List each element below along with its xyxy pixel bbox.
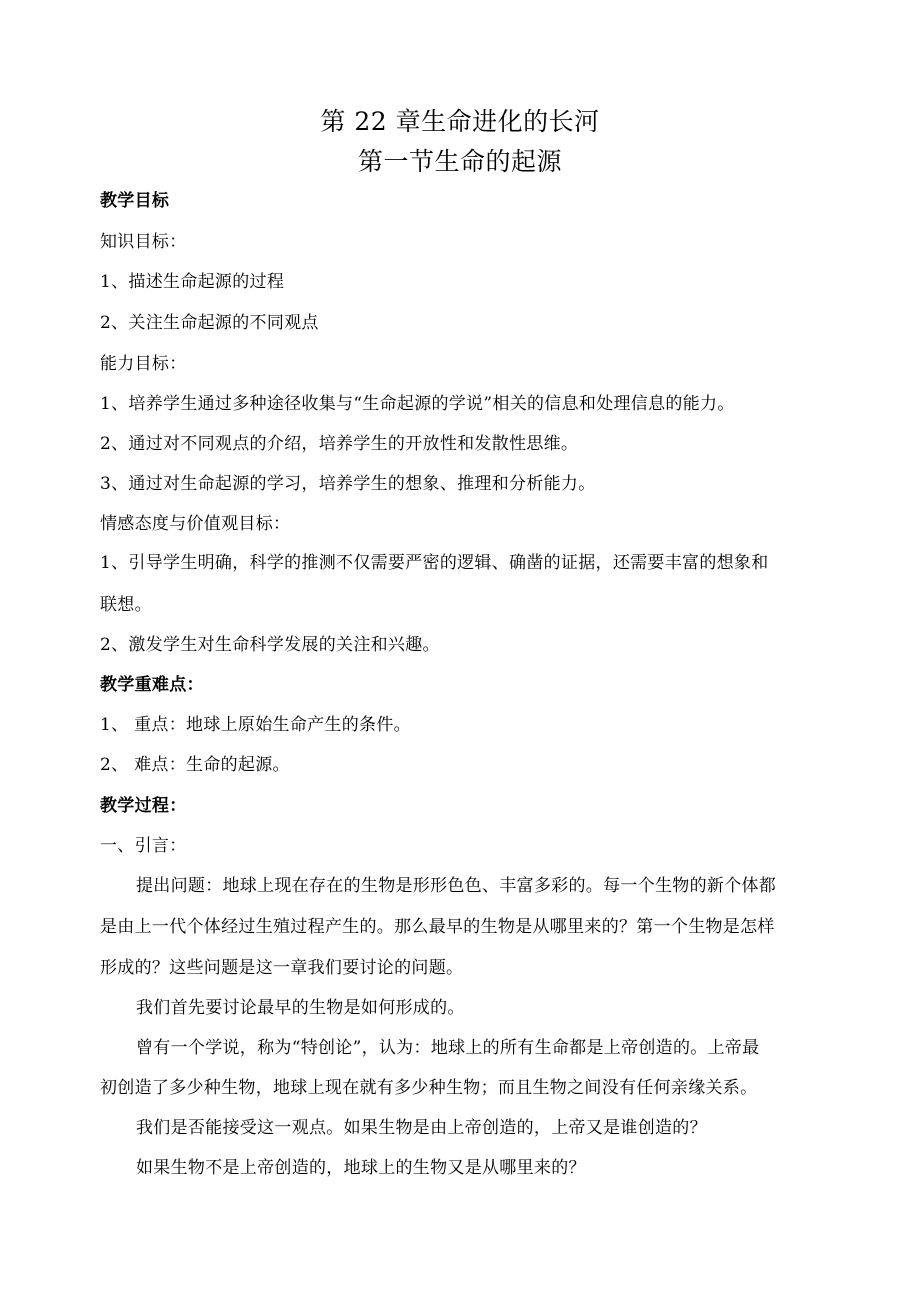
ability-goal-2: 2、通过对不同观点的介绍，培养学生的开放性和发散性思维。 [100,434,579,454]
paragraph-2: 我们首先要讨论最早的生物是如何形成的。 [136,998,465,1018]
heading-teaching-goals: 教学目标 [100,191,170,211]
subheading-attitude-goals: 情感态度与价值观目标： [100,514,291,534]
subheading-ability-goals: 能力目标： [100,354,187,374]
paragraph-4: 我们是否能接受这一观点。如果生物是由上帝创造的，上帝又是谁创造的？ [136,1118,707,1138]
knowledge-goal-1: 1、描述生命起源的过程 [100,272,285,292]
key-point-2: 2、 难点：生命的起源。 [100,755,290,775]
attitude-goal-1-continued: 联想。 [100,595,152,615]
ability-goal-1: 1、培养学生通过多种途径收集与“生命起源的学说”相关的信息和处理信息的能力。 [100,394,735,414]
key-point-1: 1、 重点：地球上原始生命产生的条件。 [100,715,411,735]
paragraph-1-line-1: 提出问题：地球上现在存在的生物是形形色色、丰富多彩的。每一个生物的新个体都 [136,876,777,896]
chapter-title: 第 22 章生命进化的长河 [320,107,600,136]
paragraph-1-line-2: 是由上一代个体经过生殖过程产生的。那么最早的生物是从哪里来的？第一个生物是怎样 [100,917,775,937]
ability-goal-3: 3、通过对生命起源的学习，培养学生的想象、推理和分析能力。 [100,474,596,494]
knowledge-goal-2: 2、关注生命起源的不同观点 [100,313,319,333]
paragraph-1-line-3: 形成的？这些问题是这一章我们要讨论的问题。 [100,958,464,978]
heading-key-points: 教学重难点： [100,675,204,695]
paragraph-5: 如果生物不是上帝创造的，地球上的生物又是从哪里来的？ [136,1158,586,1178]
subheading-knowledge-goals: 知识目标： [100,232,187,252]
section-title: 第一节生命的起源 [357,147,562,176]
heading-teaching-process: 教学过程： [100,796,187,816]
attitude-goal-2: 2、激发学生对生命科学发展的关注和兴趣。 [100,635,440,655]
attitude-goal-1: 1、引导学生明确，科学的推测不仅需要严密的逻辑、确凿的证据，还需要丰富的想象和 [100,553,769,573]
subheading-introduction: 一、引言： [100,836,187,856]
paragraph-3-line-2: 初创造了多少种生物，地球上现在就有多少种生物；而且生物之间没有任何亲缘关系。 [100,1078,758,1098]
paragraph-3-line-1: 曾有一个学说，称为“特创论”，认为：地球上的所有生命都是上帝创造的。上帝最 [136,1038,760,1058]
